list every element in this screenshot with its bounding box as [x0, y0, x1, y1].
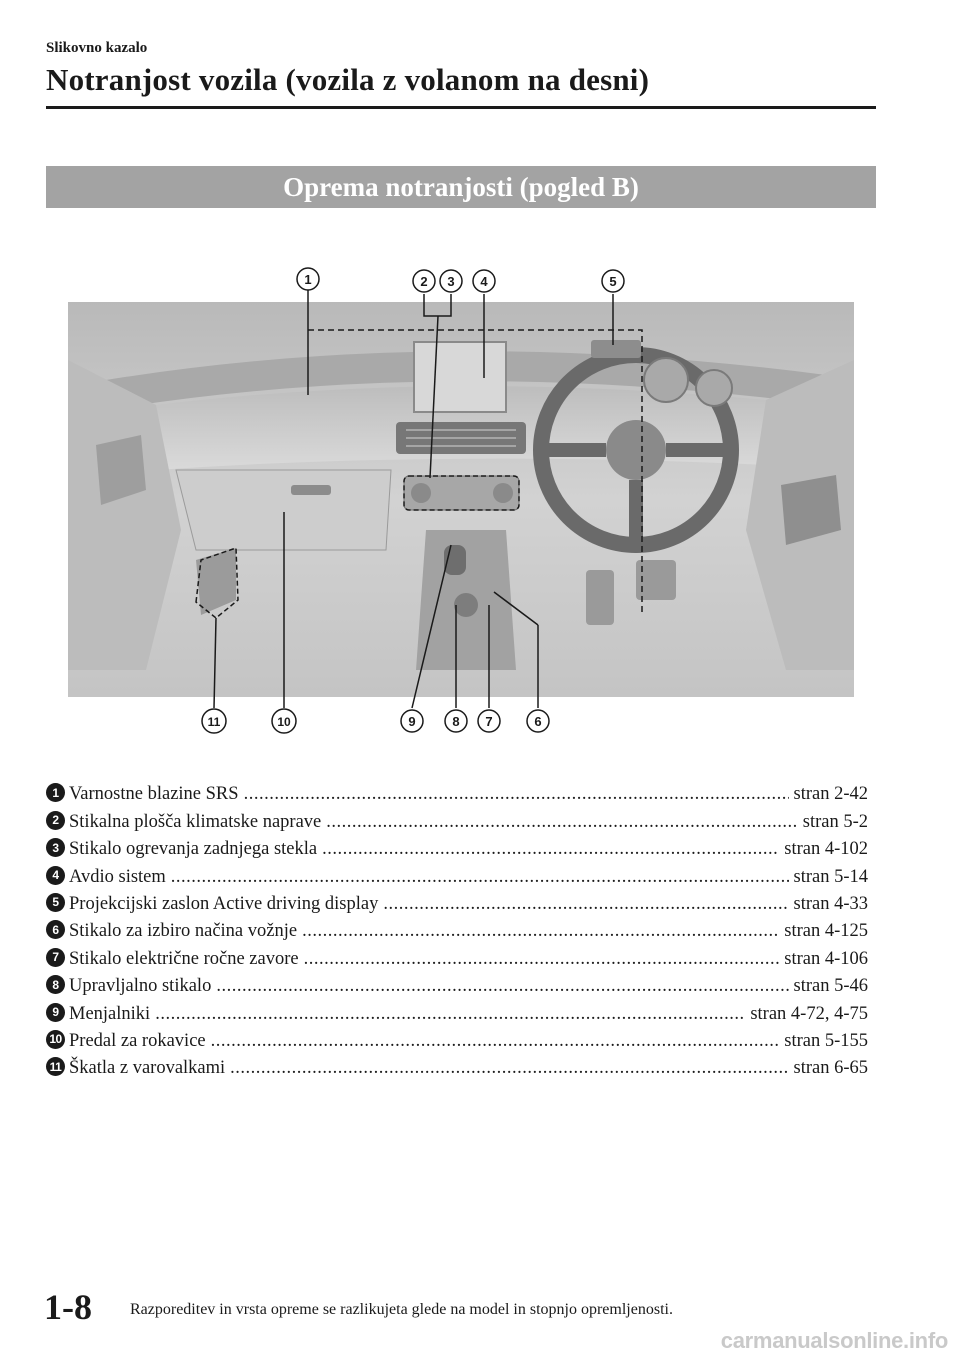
svg-text:7: 7 [485, 714, 493, 729]
leader-dots [304, 949, 780, 970]
legend-item [46, 997, 868, 1024]
leader-dots [230, 1058, 788, 1079]
legend-name: Avdio sistem [69, 866, 166, 887]
legend-number: 8 [46, 975, 65, 994]
legend-page-ref: stran 4-102 [784, 839, 868, 860]
legend-name: Varnostne blazine SRS [69, 784, 239, 805]
section-label: Slikovno kazalo [46, 40, 148, 56]
leader-dots [171, 867, 789, 888]
callout-3 [440, 270, 462, 292]
svg-text:11: 11 [207, 715, 221, 729]
footer-note: Razporeditev in vrsta opreme se razlikujeta glede na model in stopnjo opremljenosti. [130, 1301, 673, 1318]
leader-dots [211, 1031, 780, 1052]
legend-page-ref: stran 5-2 [802, 811, 868, 832]
legend-page-ref: stran 5-46 [793, 976, 868, 997]
callout-11 [202, 709, 226, 733]
interior-dashboard-figure [46, 230, 876, 760]
callout-4 [473, 270, 495, 292]
callout-10 [272, 709, 296, 733]
leader-dots [244, 784, 789, 805]
interior-photo [46, 230, 876, 760]
legend-number: 4 [46, 866, 65, 885]
section-banner: Oprema notranjosti (pogled B) [46, 166, 876, 208]
legend-name: Škatla z varovalkami [69, 1058, 226, 1079]
legend-number: 7 [46, 948, 65, 967]
watermark: carmanualsonline.info [720, 1328, 948, 1353]
svg-text:10: 10 [277, 715, 291, 729]
legend-number: 5 [46, 893, 65, 912]
commander-knob [454, 593, 478, 617]
svg-text:9: 9 [408, 714, 416, 729]
legend-name: Upravljalno stikalo [69, 976, 212, 997]
callout-9 [401, 710, 423, 732]
legend-name: Menjalniki [69, 1003, 151, 1024]
legend-number: 1 [46, 783, 65, 802]
callout-8 [445, 710, 467, 732]
legend-item [46, 778, 868, 805]
svg-text:3: 3 [447, 274, 455, 289]
legend-name: Stikalna plošča klimatske naprave [69, 811, 322, 832]
legend-number: 11 [46, 1057, 65, 1076]
legend-name: Predal za rokavice [69, 1030, 206, 1051]
legend-number: 6 [46, 920, 65, 939]
svg-text:4: 4 [480, 274, 488, 289]
callout-2 [413, 270, 435, 292]
legend-number: 2 [46, 811, 65, 830]
svg-text:2: 2 [420, 274, 428, 289]
leader-dots [383, 894, 788, 915]
legend-page-ref: stran 2-42 [793, 784, 868, 805]
svg-text:1: 1 [304, 272, 312, 287]
legend-item [46, 860, 868, 887]
steering-hub [606, 420, 666, 480]
legend-number: 3 [46, 838, 65, 857]
callout-5 [602, 270, 624, 292]
title-rule [46, 106, 876, 109]
legend-name: Stikalo za izbiro načina vožnje [69, 921, 298, 942]
legend-item [46, 942, 868, 969]
callout-1 [297, 268, 319, 290]
page-title: Notranjost vozila (vozila z volanom na desni) [46, 62, 650, 97]
svg-text:6: 6 [534, 714, 542, 729]
active-driving-display [591, 340, 641, 358]
legend-page-ref: stran 4-125 [784, 921, 868, 942]
page-number: 1-8 [44, 1287, 92, 1327]
legend-page-ref: stran 4-106 [784, 948, 868, 969]
callout-6 [527, 710, 549, 732]
leader-dots [322, 839, 779, 860]
legend-name: Stikalo ogrevanja zadnjega stekla [69, 839, 318, 860]
center-display [414, 342, 506, 412]
legend-item [46, 805, 868, 832]
legend-page-ref: stran 6-65 [793, 1058, 868, 1079]
leader-dots [326, 812, 798, 833]
legend-item [46, 1052, 868, 1079]
leader-dots [302, 921, 779, 942]
leader-dots [155, 1004, 745, 1025]
glove-box-handle [291, 485, 331, 495]
legend-page-ref: stran 5-155 [784, 1030, 868, 1051]
legend-item [46, 1025, 868, 1052]
legend-page-ref: stran 5-14 [793, 866, 868, 887]
legend-page-ref: stran 4-33 [793, 893, 868, 914]
legend-page-ref: stran 4-72, 4-75 [750, 1003, 868, 1024]
callout-7 [478, 710, 500, 732]
leader-dots [216, 976, 788, 997]
legend-list [46, 778, 868, 1079]
svg-text:8: 8 [452, 714, 460, 729]
legend-item [46, 833, 868, 860]
legend-name: Stikalo električne ročne zavore [69, 948, 299, 969]
legend-item [46, 888, 868, 915]
legend-number: 10 [46, 1030, 65, 1049]
legend-name: Projekcijski zaslon Active driving display [69, 893, 379, 914]
svg-text:5: 5 [609, 274, 617, 289]
legend-number: 9 [46, 1003, 65, 1022]
legend-item [46, 915, 868, 942]
legend-item [46, 970, 868, 997]
